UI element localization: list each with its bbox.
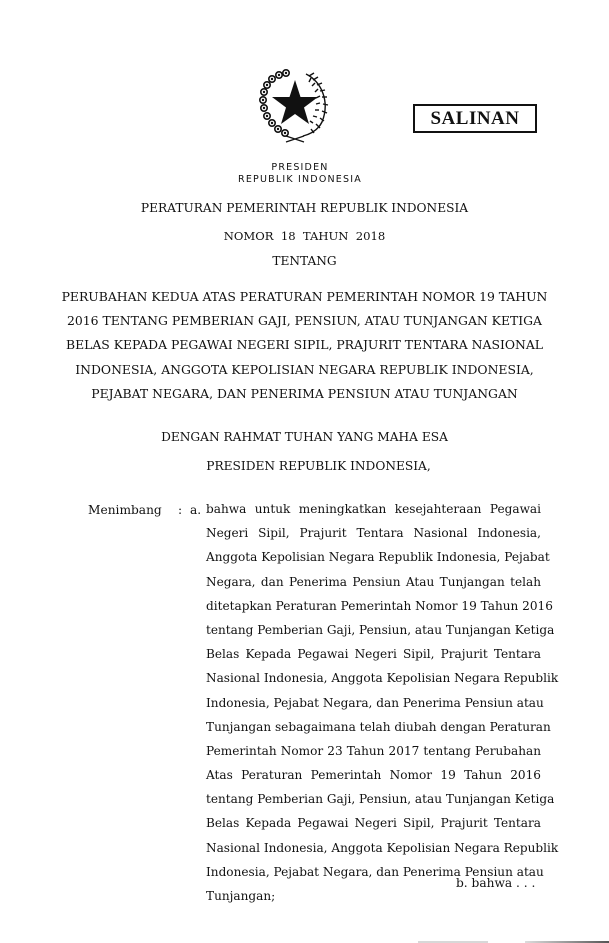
regulation-title xyxy=(60,285,549,406)
text-line: Tunjangan sebagaimana telah diubah dengan Peraturan xyxy=(206,719,551,734)
consideration-a-text xyxy=(206,497,559,908)
garuda-star-emblem-icon xyxy=(256,66,334,144)
title-line: INDONESIA, ANGGOTA KEPOLISIAN NEGARA REPUBLIK INDONESIA, xyxy=(75,361,534,377)
text-line: Tunjangan; xyxy=(206,889,276,903)
text-line: Belas Kepada Pegawai Negeri Sipil, Prajurit Tentara xyxy=(206,816,541,831)
text-line: Negeri Sipil, Prajurit Tentara Nasional Indonesia, xyxy=(206,526,541,541)
regulation-type: PERATURAN PEMERINTAH REPUBLIK INDONESIA xyxy=(140,201,469,215)
regulation-about: TENTANG xyxy=(272,254,337,268)
text-line: Atas Peraturan Pemerintah Nomor 19 Tahun 2016 xyxy=(206,768,541,783)
title-line: PERUBAHAN KEDUA ATAS PERATURAN PEMERINTAH NOMOR 19 TAHUN xyxy=(61,289,548,304)
text-line: Negara, dan Penerima Pensiun Atau Tunjangan telah xyxy=(206,574,541,589)
text-line: Pemerintah Nomor 23 Tahun 2017 tentang Perubahan xyxy=(206,743,541,758)
text-line: Indonesia, Pejabat Negara, dan Penerima Pensiun atau xyxy=(206,695,544,710)
text-line: Nasional Indonesia, Anggota Kepolisian Negara Republik xyxy=(206,671,559,686)
title-line: 2016 TENTANG PEMBERIAN GAJI, PENSIUN, ATAU TUNJANGAN KETIGA xyxy=(67,313,542,329)
considerations-colon: : xyxy=(178,503,183,517)
authority: PRESIDEN REPUBLIK INDONESIA, xyxy=(206,459,431,473)
invocation: DENGAN RAHMAT TUHAN YANG MAHA ESA xyxy=(161,430,448,444)
letterhead-office-line-1: PRESIDEN xyxy=(271,162,329,173)
text-line: tentang Pemberian Gaji, Pensiun, atau Tunjangan Ketiga xyxy=(206,622,555,637)
title-line: PEJABAT NEGARA, DAN PENERIMA PENSIUN ATAU TUNJANGAN xyxy=(91,385,518,401)
consideration-letter: a. xyxy=(190,503,202,517)
page-continuation: b. bahwa . . . xyxy=(456,876,536,890)
text-line: tentang Pemberian Gaji, Pensiun, atau Tunjangan Ketiga xyxy=(206,792,555,807)
title-line: BELAS KEPADA PEGAWAI NEGERI SIPIL, PRAJURIT TENTARA NASIONAL xyxy=(65,337,544,353)
text-line: Anggota Kepolisian Negara Republik Indonesia, Pejabat xyxy=(206,550,550,565)
regulation-number: NOMOR 18 TAHUN 2018 xyxy=(223,229,386,243)
text-line: bahwa untuk meningkatkan kesejahteraan Pegawai xyxy=(206,502,541,516)
salinan-stamp: SALINAN xyxy=(413,104,537,133)
text-line: Nasional Indonesia, Anggota Kepolisian Negara Republik xyxy=(206,840,559,855)
letterhead-office-line-2: REPUBLIK INDONESIA xyxy=(238,174,362,185)
text-line: ditetapkan Peraturan Pemerintah Nomor 19 Tahun 2016 xyxy=(206,598,553,613)
considerations-label: Menimbang xyxy=(88,503,162,517)
text-line: Indonesia, Pejabat Negara, dan Penerima Pensiun atau xyxy=(206,864,544,879)
text-line: Belas Kepada Pegawai Negeri Sipil, Prajurit Tentara xyxy=(206,647,541,662)
